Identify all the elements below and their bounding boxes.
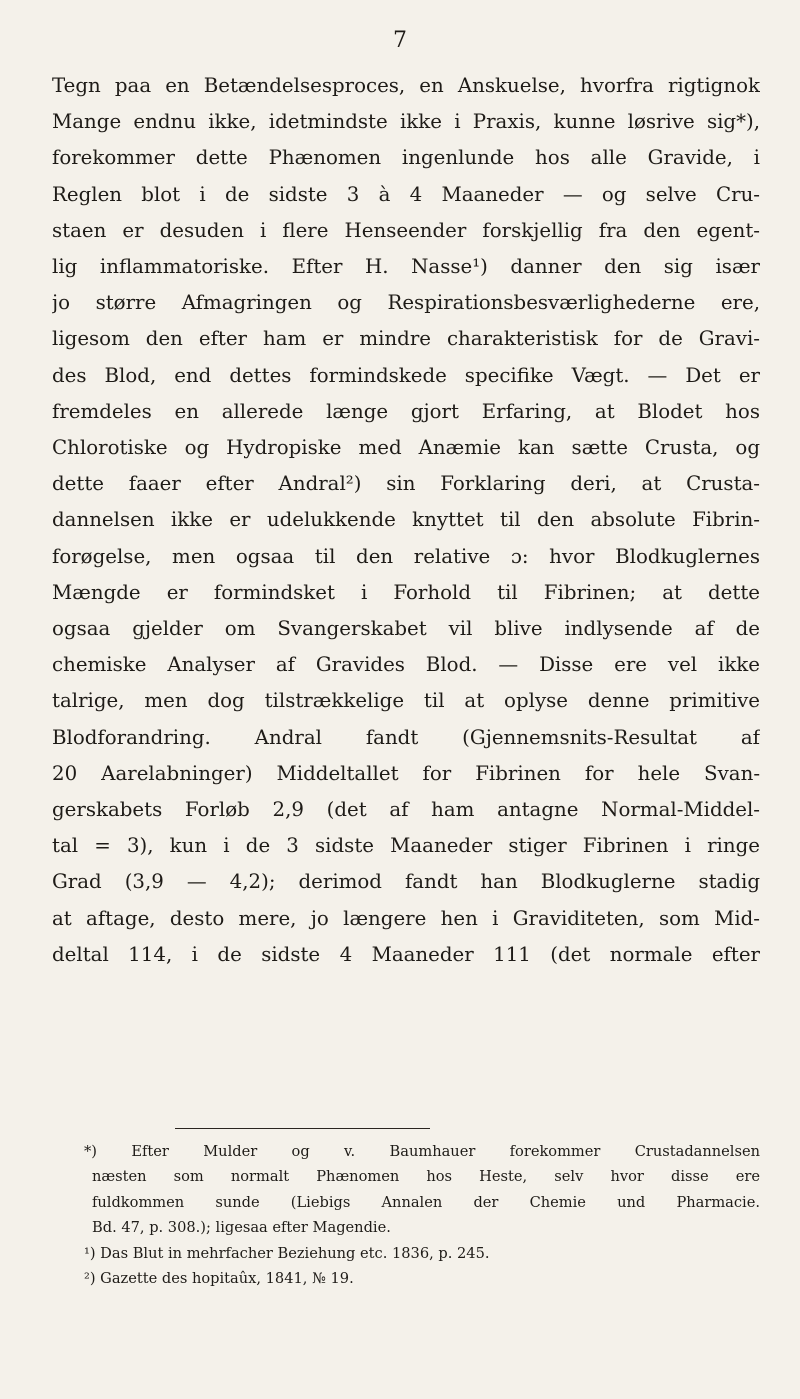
text-line: tal = 3), kun i de 3 sidste Maaneder stiger Fibrinen i ringe xyxy=(52,834,760,858)
text-line: Mængde er formindsket i Forhold til Fibrinen; at dette xyxy=(52,580,760,604)
text-line: forekommer dette Phænomen ingenlunde hos alle Gravide, i xyxy=(52,146,760,170)
text-line: deltal 114, i de sidste 4 Maaneder 111 (det normale efter xyxy=(52,942,760,966)
footnote-line: ²) Gazette des hopitaûx, 1841, № 19. xyxy=(84,1270,354,1288)
text-line: Grad (3,9 — 4,2); derimod fandt han Blodkuglerne stadig xyxy=(52,870,760,894)
text-line: des Blod, end dettes formindskede specifike Vægt. — Det er xyxy=(52,363,760,387)
text-line: fremdeles en allerede længe gjort Erfaring, at Blodet hos xyxy=(52,399,760,423)
text-line: Chlorotiske og Hydropiske med Anæmie kan sætte Crusta, og xyxy=(52,436,760,460)
text-line: ligesom den efter ham er mindre charakteristisk for de Gravi- xyxy=(52,327,760,351)
text-line: lig inflammatoriske. Efter H. Nasse¹) danner den sig især xyxy=(52,255,760,279)
text-line: Reglen blot i de sidste 3 à 4 Maaneder — og selve Cru- xyxy=(52,182,760,206)
footnote-line: *) Efter Mulder og v. Baumhauer forekommer Crustadannelsen xyxy=(84,1143,760,1160)
text-line: at aftage, desto mere, jo længere hen i Graviditeten, som Mid- xyxy=(52,906,760,930)
text-line: ogsaa gjelder om Svangerskabet vil blive indlysende af de xyxy=(52,617,760,641)
text-line: Mange endnu ikke, idetmindste ikke i Praxis, kunne løsrive sig*), xyxy=(52,110,760,134)
text-line: staen er desuden i flere Henseender forskjellig fra den egent- xyxy=(52,218,760,242)
page-number: 7 xyxy=(393,28,407,53)
text-line: Blodforandring. Andral fandt (Gjennemsnits-Resultat af xyxy=(52,725,760,749)
text-line: gerskabets Forløb 2,9 (det af ham antagne Normal-Middel- xyxy=(52,798,760,822)
text-line: forøgelse, men ogsaa til den relative ɔ: hvor Blodkuglernes xyxy=(52,544,760,568)
text-line: Tegn paa en Betændelsesproces, en Anskuelse, hvorfra rigtignok xyxy=(52,74,760,97)
main-text xyxy=(52,68,760,973)
footnote-line: næsten som normalt Phænomen hos Heste, selv hvor disse ere xyxy=(92,1168,760,1186)
footnote-line: fuldkommen sunde (Liebigs Annalen der Chemie und Pharmacie. xyxy=(92,1193,760,1211)
text-line: jo større Afmagringen og Respirationsbesværlighederne ere, xyxy=(52,291,760,315)
footnote-line: Bd. 47, p. 308.); ligesaa efter Magendie. xyxy=(92,1219,391,1237)
text-line: 20 Aarelabninger) Middeltallet for Fibrinen for hele Svan- xyxy=(52,761,760,785)
footnotes xyxy=(84,1139,760,1291)
footnote-line: ¹) Das Blut in mehrfacher Beziehung etc. 1836, p. 245. xyxy=(84,1244,490,1262)
text-line: dette faaer efter Andral²) sin Forklaring deri, at Crusta- xyxy=(52,472,760,496)
text-line: chemiske Analyser af Gravides Blod. — Disse ere vel ikke xyxy=(52,653,760,677)
footnote-separator xyxy=(175,1128,430,1129)
text-line: talrige, men dog tilstrækkelige til at oplyse denne primitive xyxy=(52,689,760,713)
text-line: dannelsen ikke er udelukkende knyttet til den absolute Fibrin- xyxy=(52,508,760,532)
